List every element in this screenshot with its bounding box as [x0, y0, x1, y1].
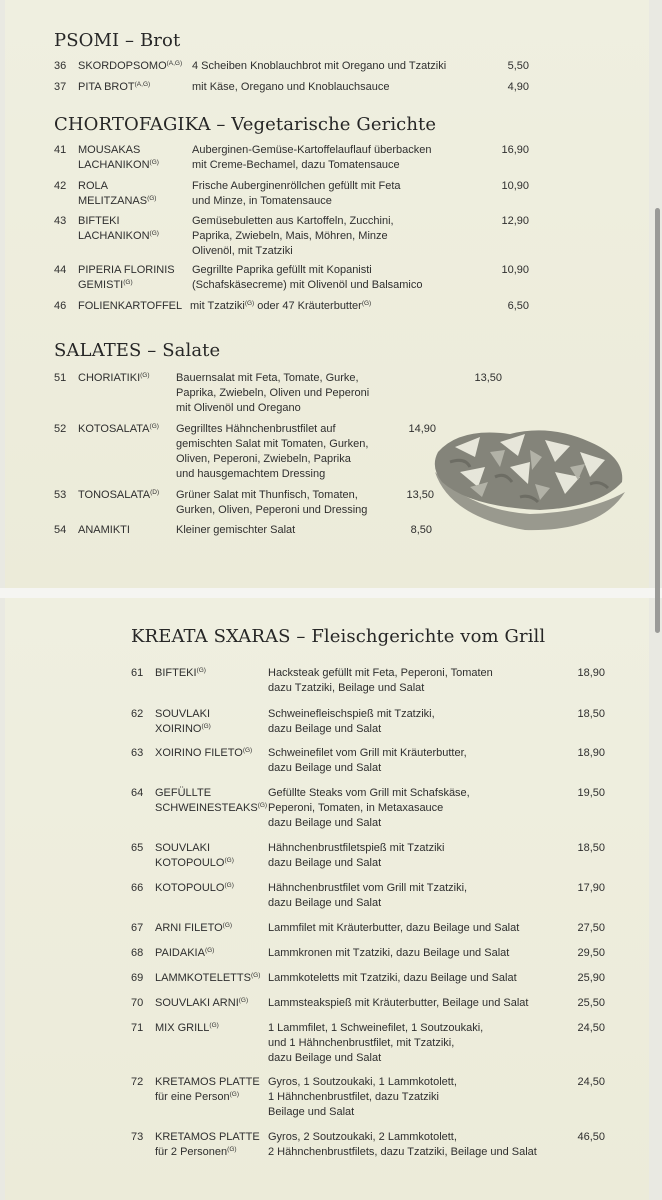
item-number: 68 [131, 947, 144, 959]
item-number: 65 [131, 842, 144, 854]
page-divider [0, 588, 662, 598]
item-name: PIPERIA FLORINIS $GEMISTI^{(G)}$ [78, 264, 175, 291]
item-description: 4 Scheiben Knoblauchbrot mit Oregano und Tzatziki [192, 60, 447, 72]
allergen-code: (D) [150, 489, 160, 496]
item-name: KRETAMOS PLATTE für eine Person$^{(G)}$ [155, 1076, 260, 1103]
allergen-code: (G) [147, 195, 157, 202]
item-price: 5,50 [507, 60, 529, 72]
item-description: Gemüsebuletten aus Kartoffeln, Zucchini, Paprika, Zwiebeln, Mais, Möhren, Minze Olivenöl, mit Tzatziki [192, 215, 394, 257]
item-number: 69 [131, 972, 144, 984]
item-price: 25,90 [577, 972, 605, 984]
allergen-code: (G) [209, 1022, 219, 1029]
item-price: 25,50 [577, 997, 605, 1009]
item-number: 53 [54, 489, 67, 501]
item-name: BIFTEKI $LACHANIKON^{(G)}$ [78, 215, 159, 242]
allergen-code: (A,G) [166, 60, 183, 67]
item-number: 52 [54, 423, 67, 435]
item-price: 10,90 [501, 180, 529, 192]
allergen-code: (G) [250, 972, 261, 979]
item-number: 66 [131, 882, 144, 894]
item-number: 71 [131, 1022, 144, 1034]
item-name: $TONOSALATA^{(D)}$ [78, 489, 160, 501]
item-description: Lammsteakspieß mit Kräuterbutter, Beilage und Salat [268, 997, 529, 1009]
item-description: Lammfilet mit Kräuterbutter, dazu Beilage und Salat [268, 922, 520, 934]
item-price: 19,50 [577, 787, 605, 799]
item-price: 24,50 [577, 1022, 605, 1034]
salad-bowl-illustration [430, 422, 630, 537]
allergen-code: (G) [222, 922, 233, 929]
item-name: KRETAMOS PLATTE für 2 Personen$^{(G)}$ [155, 1131, 260, 1158]
item-price: 12,90 [501, 215, 529, 227]
item-name: $CHORIATIKI^{(G)}$ [78, 372, 150, 384]
item-description: Grüner Salat mit Thunfisch, Tomaten, Gurken, Oliven, Peperoni und Dressing [176, 489, 368, 516]
item-price: 18,90 [577, 667, 605, 679]
item-name: $SKORDOPSOMO^{(A,G)}$ [78, 60, 183, 72]
item-description: mit Tzatziki$^{(G)}$ oder 47 Kräuterbutter$^{(G)}$ [190, 300, 372, 312]
item-number: 61 [131, 667, 144, 679]
item-number: 46 [54, 300, 67, 312]
item-description: Frische Auberginenröllchen gefüllt mit Feta und Minze, in Tomatensauce [192, 180, 401, 207]
item-description: mit Käse, Oregano und Knoblauchsauce [192, 81, 390, 93]
item-name: ROLA $MELITZANAS^{(G)}$ [78, 180, 157, 207]
item-description: Gefüllte Steaks vom Grill mit Schafskäse, Peperoni, Tomaten, in Metaxasauce dazu Beilage und Salat [268, 787, 470, 829]
item-name: SOUVLAKI $XOIRINO^{(G)}$ [155, 708, 211, 735]
item-number: 70 [131, 997, 144, 1009]
item-number: 64 [131, 787, 144, 799]
item-description: Lammkronen mit Tzatziki, dazu Beilage und Salat [268, 947, 510, 959]
item-number: 73 [131, 1131, 144, 1143]
item-description: 1 Lammfilet, 1 Schweinefilet, 1 Soutzoukaki, und 1 Hähnchenbrustfilet, mit Tzatziki, dazu Beilage und Salat [268, 1022, 484, 1064]
item-name: PITA $BROT^{(A,G)}$ [78, 81, 151, 93]
section-title-salates: SALATES – Salate [54, 340, 221, 361]
item-name: MOUSAKAS $LACHANIKON^{(G)}$ [78, 144, 159, 171]
allergen-code: (G) [227, 1146, 237, 1153]
item-name: $PAIDAKIA^{(G)}$ [155, 947, 215, 959]
item-number: 63 [131, 747, 144, 759]
item-number: 42 [54, 180, 67, 192]
item-description: Kleiner gemischter Salat [176, 524, 296, 536]
item-description: Gyros, 1 Soutzoukaki, 1 Lammkotolett, 1 Hähnchenbrustfilet, dazu Tzatziki Beilage und Salat [268, 1076, 457, 1118]
item-number: 36 [54, 60, 67, 72]
item-description: Hacksteak gefüllt mit Feta, Peperoni, Tomaten dazu Tzatziki, Beilage und Salat [268, 667, 493, 694]
item-price: 8,50 [410, 524, 432, 536]
item-description: Gegrilltes Hähnchenbrustfilet auf gemischten Salat mit Tomaten, Gurken, Oliven, Peperoni, Zwiebeln, Paprika und hausgemachtem Dressing [176, 423, 369, 480]
item-price: 29,50 [577, 947, 605, 959]
allergen-code: (G) [149, 230, 159, 237]
item-price: 24,50 [577, 1076, 605, 1088]
item-description: Gegrillte Paprika gefüllt mit Kopanisti (Schafskäsecreme) mit Olivenöl und Balsamico [192, 264, 423, 291]
menu-page-2 [5, 598, 649, 1200]
allergen-code: (G) [257, 802, 268, 809]
item-price: 4,90 [507, 81, 529, 93]
item-description: Hähnchenbrustfilet vom Grill mit Tzatziki, dazu Beilage und Salat [268, 882, 468, 909]
item-price: 10,90 [501, 264, 529, 276]
section-title-psomi: PSOMI – Brot [54, 30, 181, 51]
item-description: Hähnchenbrustfiletspieß mit Tzatziki dazu Beilage und Salat [268, 842, 445, 869]
item-description: Gyros, 2 Soutzoukaki, 2 Lammkotolett, 2 Hähnchenbrustfilets, dazu Tzatziki, Beilage und Salat [268, 1131, 537, 1158]
item-description: Bauernsalat mit Feta, Tomate, Gurke, Paprika, Zwiebeln, Oliven und Peperoni mit Olivenöl und Oregano [176, 372, 370, 414]
item-name: $LAMMKOTELETTS^{(G)}$ [155, 972, 261, 984]
section-title-chortofagika: CHORTOFAGIKA – Vegetarische Gerichte [54, 114, 437, 135]
item-price: 18,50 [577, 708, 605, 720]
item-price: 14,90 [408, 423, 436, 435]
item-number: 41 [54, 144, 67, 156]
allergen-code: (G) [224, 882, 234, 889]
item-price: 27,50 [577, 922, 605, 934]
item-description: Schweinefleischspieß mit Tzatziki, dazu Beilage und Salat [268, 708, 435, 735]
item-number: 72 [131, 1076, 144, 1088]
item-number: 67 [131, 922, 144, 934]
item-number: 43 [54, 215, 67, 227]
item-number: 51 [54, 372, 67, 384]
allergen-code: (G) [149, 423, 159, 430]
item-description: Lammkoteletts mit Tzatziki, dazu Beilage und Salat [268, 972, 517, 984]
menu-page-1 [5, 0, 649, 588]
item-price: 6,50 [507, 300, 529, 312]
item-name: SOUVLAKI $ARNI^{(G)}$ [155, 997, 249, 1009]
item-price: 13,50 [474, 372, 502, 384]
allergen-code: (G) [204, 947, 215, 954]
allergen-code: (G) [196, 667, 206, 674]
item-price: 18,50 [577, 842, 605, 854]
item-number: 62 [131, 708, 144, 720]
allergen-code: (G) [238, 997, 249, 1004]
item-name: GEFÜLLTE $SCHWEINESTEAKS^{(G)}$ [155, 787, 268, 814]
scrollbar-thumb[interactable] [655, 208, 660, 633]
allergen-code: (G) [123, 279, 133, 286]
allergen-code: (A,G) [134, 81, 151, 88]
item-name: $BIFTEKI^{(G)}$ [155, 667, 206, 679]
item-number: 44 [54, 264, 67, 276]
item-price: 46,50 [577, 1131, 605, 1143]
item-name: MIX $GRILL^{(G)}$ [155, 1022, 219, 1034]
allergen-code: (G) [201, 723, 211, 730]
item-description: Auberginen-Gemüse-Kartoffelauflauf überbacken mit Creme-Bechamel, dazu Tomatensauce [192, 144, 432, 171]
item-name: $KOTOPOULO^{(G)}$ [155, 882, 234, 894]
item-number: 37 [54, 81, 67, 93]
item-name: ANAMIKTI [78, 524, 130, 536]
section-title-kreata: KREATA SXARAS – Fleischgerichte vom Grill [131, 626, 546, 647]
item-description: Schweinefilet vom Grill mit Kräuterbutter, dazu Beilage und Salat [268, 747, 467, 774]
item-name: $KOTOSALATA^{(G)}$ [78, 423, 159, 435]
item-price: 13,50 [406, 489, 434, 501]
item-name: ARNI $FILETO^{(G)}$ [155, 922, 233, 934]
item-price: 16,90 [501, 144, 529, 156]
item-price: 17,90 [577, 882, 605, 894]
allergen-code: (G) [149, 159, 159, 166]
allergen-code: (G) [140, 372, 150, 379]
item-number: 54 [54, 524, 67, 536]
item-price: 18,90 [577, 747, 605, 759]
item-name: SOUVLAKI $KOTOPOULO^{(G)}$ [155, 842, 234, 869]
allergen-code: (G) [224, 857, 234, 864]
item-name: XOIRINO $FILETO^{(G)}$ [155, 747, 253, 759]
allergen-code: (G) [229, 1091, 239, 1098]
allergen-code: (G) [242, 747, 253, 754]
item-name: FOLIENKARTOFFEL [78, 300, 183, 312]
